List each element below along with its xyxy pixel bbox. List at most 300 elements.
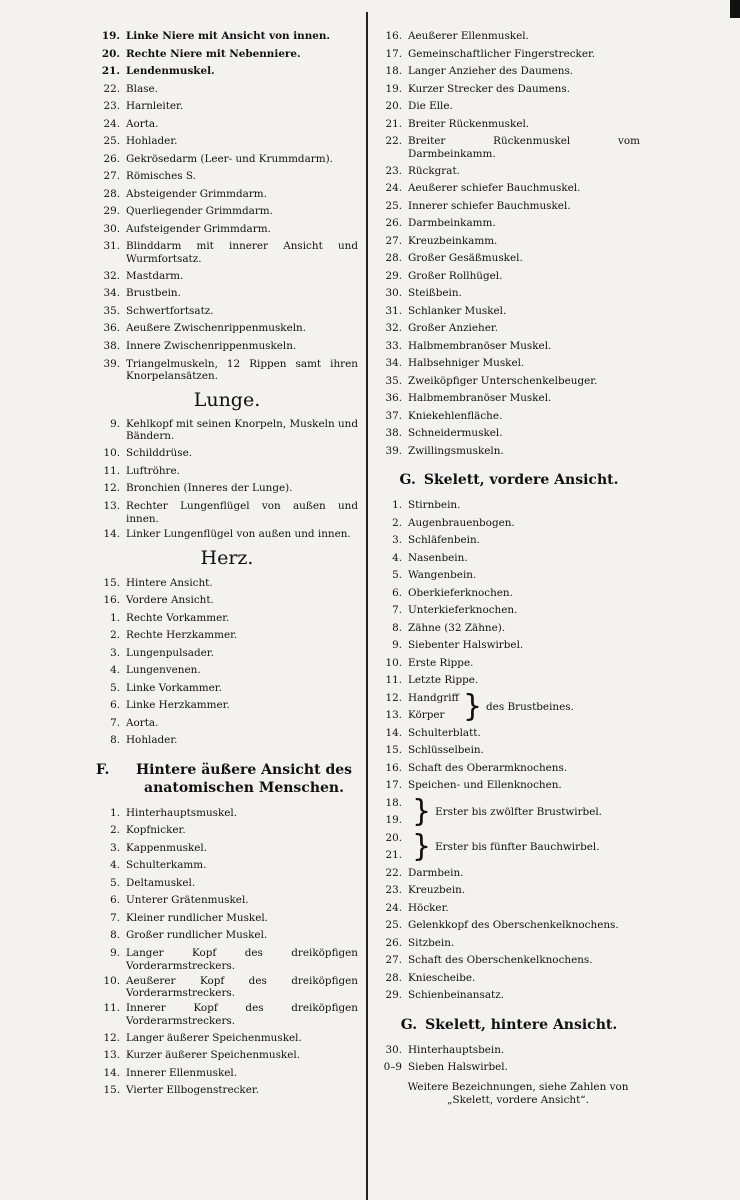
heading-lunge: Lunge. [193,389,261,412]
item-number: 9. [110,417,120,430]
list-item [96,46,358,64]
item-number: 3. [110,646,120,659]
right-column [378,28,640,1107]
list-item [378,116,640,134]
list-item [378,515,640,533]
item-number: 18. [385,65,402,77]
brace-group-bauchwirbel [378,830,640,865]
item-text: Schaft des Oberschenkelknochens. [408,954,593,967]
item-number: 10. [385,656,402,669]
item-text: Aeußerer Ellenmuskel. [408,30,529,42]
list-item [96,81,358,99]
item-text: Zähne (32 Zähne). [408,621,506,634]
item-number: 23. [103,100,120,112]
item-number: 22. [103,82,120,95]
item-text: Großer Anzieher. [408,322,498,335]
list-item [96,358,358,383]
item-number: 10. [103,447,120,460]
item-number: 13. [103,500,120,513]
list-item [96,1030,358,1048]
list-item: 13. Körper [385,709,445,722]
item-text: Hohlader. [126,135,178,147]
scan-edge-mark [730,0,740,18]
item-number: 36. [103,322,120,335]
legend-list-lunge [96,418,358,541]
item-text: Linke Niere mit Ansicht von innen. [126,30,331,42]
brace-label: Erster bis fünfter Bauchwirbel. [435,841,600,854]
list-item: 19. [385,814,402,827]
item-text: Vierter Ellbogenstrecker. [126,1084,260,1097]
list-item [378,567,640,585]
list-item [378,1042,640,1060]
item-text: Querliegender Grimmdarm. [126,205,273,217]
legend-list-top-right [378,28,640,460]
item-text: Stirnbein. [408,499,461,512]
list-item [96,1002,358,1027]
item-number: 27. [385,954,402,967]
legend-list-herz [96,575,358,750]
list-item [96,303,358,321]
item-text: Mastdarm. [126,269,184,282]
item-text: Vordere Ansicht. [126,594,214,607]
list-item [96,98,358,116]
item-text: Aeußerer Kopf des dreiköpfigen Vorderarmstreckers. [126,974,358,1000]
legend-list-g-back [378,1042,640,1077]
item-text: Schaft des Oberarmknochens. [408,761,568,774]
item-number: 38. [385,427,402,440]
item-number: 6. [392,586,402,599]
legend-list-g-front-b [378,725,640,795]
item-number: 35. [103,304,120,317]
item-number: 27. [385,234,402,247]
legend-list-g-front-a [378,497,640,690]
item-text: Halbmembranöser Muskel. [408,339,552,352]
item-number: 37. [385,409,402,422]
item-number: 8. [392,621,402,634]
item-number: 34. [103,287,120,300]
item-text: Sieben Halswirbel. [408,1061,508,1074]
item-text: Linke Vorkammer. [126,681,222,694]
item-text: Schneidermuskel. [408,427,503,440]
list-item [96,627,358,645]
item-number: 1. [110,806,120,819]
item-number: 5. [110,876,120,889]
item-text: Rechter Lungenflügel von außen und innen. [126,500,358,525]
item-number: 4. [392,551,402,564]
item-text: Aufsteigender Grimmdarm. [126,222,271,235]
item-text: Langer äußerer Speichenmuskel. [126,1031,302,1044]
item-number: 25. [103,135,120,147]
item-text: Luftröhre. [126,464,180,477]
item-text: Die Elle. [408,100,453,112]
list-item [378,637,640,655]
list-item [378,408,640,426]
item-number: 12. [103,1031,120,1044]
item-text: Kleiner rundlicher Muskel. [126,911,268,924]
item-text: Großer rundlicher Muskel. [126,929,268,942]
item-text: Speichen- und Ellenknochen. [408,779,562,792]
legend-list-top-left [96,28,358,383]
list-item [378,268,640,286]
item-text: Unterkieferknochen. [408,604,518,617]
list-item [378,742,640,760]
item-text: Großer Gesäßmuskel. [408,252,523,265]
item-text: Unterer Grätenmuskel. [126,894,249,907]
item-text: Absteigender Grimmdarm. [126,187,267,200]
item-number: 10. [103,974,120,987]
section-title-g-back [378,1016,640,1034]
list-item [378,28,640,46]
item-number: 19. [385,82,402,95]
item-number: 17. [385,47,402,60]
list-item [378,63,640,81]
list-item [378,725,640,743]
item-number: 34. [385,357,402,370]
item-text: Darmbein. [408,866,464,879]
list-item [378,81,640,99]
item-number: 39. [385,444,402,457]
list-item [96,575,358,593]
list-item [378,917,640,935]
brace-glyph: } [462,689,483,725]
brace-glyph: } [412,829,432,865]
item-text: Innere Zwischenrippenmuskeln. [126,339,297,352]
list-item [378,135,640,160]
item-text: Höcker. [408,901,449,914]
item-number: 26. [385,217,402,230]
item-text: Aorta. [126,117,159,130]
item-text: Linker Lungenflügel von außen und innen. [126,527,351,540]
item-text: Bronchien (Inneres der Lunge). [126,482,293,495]
item-text: Rechte Herzkammer. [126,629,238,642]
item-number: 29. [103,205,120,217]
brace-glyph: } [412,794,432,830]
list-item [378,1059,640,1077]
list-item [378,390,640,408]
item-text: Kurzer äußerer Speichenmuskel. [126,1049,300,1062]
list-item [378,865,640,883]
list-item [378,320,640,338]
item-number: 26. [385,936,402,949]
list-item [378,497,640,515]
item-number: 12. [103,482,120,495]
list-item [378,373,640,391]
item-number: 20. [101,47,120,60]
item-text: Breiter Rückenmuskel vom Darmbeinkamm. [408,135,640,160]
item-text: Hinterhauptsbein. [408,1043,505,1056]
item-number: 30. [385,287,402,300]
list-item [378,250,640,268]
item-number: 6. [110,699,120,712]
item-number: 24. [385,182,402,195]
list-item [96,1047,358,1065]
list-item [378,672,640,690]
section-text-g-back: Skelett, hintere Ansicht. [425,1016,618,1033]
item-number: 24. [385,901,402,914]
item-number: 9. [110,947,120,960]
list-item [378,180,640,198]
section-letter-g-back: G. [400,1016,418,1033]
list-item [378,532,640,550]
section-title-f [96,761,358,797]
item-number: 16. [385,30,402,42]
item-text: Innerer Kopf des dreiköpfigen Vorderarmstreckers. [126,1002,358,1027]
item-number: 5. [110,681,120,694]
list-item [378,777,640,795]
list-item [96,186,358,204]
item-text: Augenbrauenbogen. [408,516,515,529]
item-text: Schläfenbein. [408,534,480,547]
item-number: 32. [385,322,402,335]
item-text: Schilddrüse. [126,447,193,460]
item-number: 29. [385,269,402,282]
item-number: 7. [392,604,402,617]
item-text: Innerer Ellenmuskel. [126,1066,238,1079]
item-number: 20. [385,100,402,112]
item-number: 27. [103,170,120,182]
list-item [96,715,358,733]
item-number: 6. [110,894,120,907]
item-number: 16. [103,594,120,607]
list-item [96,662,358,680]
list-item [96,1082,358,1100]
list-item [96,285,358,303]
list-item [96,28,358,46]
list-item [96,463,358,481]
item-text: Kopfnicker. [126,824,186,837]
item-text: Halbmembranöser Muskel. [408,392,552,405]
item-number: 15. [103,576,120,589]
section-title-g-front [378,471,640,489]
list-item [378,952,640,970]
item-text: Hinterhauptsmuskel. [126,806,238,819]
item-text: Linke Herzkammer. [126,699,230,712]
item-number: 30. [385,1043,402,1056]
list-item [378,215,640,233]
item-number: 19. [101,30,120,42]
item-number: 17. [385,779,402,792]
item-text: Zwillingsmuskeln. [408,444,504,457]
list-item [96,320,358,338]
item-number: 8. [110,929,120,942]
list-item [96,857,358,875]
item-text: Kniekehlenfläche. [408,409,503,422]
list-item [96,822,358,840]
item-number: 14. [103,527,120,540]
item-number: 2. [392,516,402,529]
list-item [378,550,640,568]
item-text: Aeußere Zwischenrippenmuskeln. [126,322,307,335]
list-item [96,680,358,698]
footnote: Weitere Bezeichnungen, siehe Zahlen von „Skelett, vordere Ansicht“. [407,1080,629,1106]
item-text: Lungenpulsader. [126,646,214,659]
item-text: Kurzer Strecker des Daumens. [408,82,571,95]
legend-list-f [96,805,358,1100]
list-item [96,445,358,463]
item-text: Rechte Niere mit Nebenniere. [126,47,301,60]
list-item [96,805,358,823]
item-text: Erste Rippe. [408,656,474,669]
item-number: 28. [385,252,402,265]
item-text: Letzte Rippe. [408,674,479,687]
item-number: 22. [385,135,402,148]
item-text: Schwertfortsatz. [126,304,214,317]
list-item [378,935,640,953]
column-divider [366,12,368,1200]
item-number: 14. [385,726,402,739]
item-text: Aorta. [126,716,159,729]
brace-group-brustbein [378,690,640,725]
list-item [378,900,640,918]
item-text: Sitzbein. [408,936,455,949]
heading-herz: Herz. [200,546,254,569]
list-item [96,610,358,628]
list-item [378,46,640,64]
item-number: 7. [110,716,120,729]
item-number: 1. [392,499,402,512]
list-item [378,602,640,620]
list-item [378,98,640,116]
section-letter-g-front: G. [399,472,416,489]
item-number: 31. [103,240,120,253]
item-number: 3. [392,534,402,547]
list-item [378,443,640,461]
item-text: Langer Kopf des dreiköpfigen Vorderarmstreckers. [126,947,358,972]
item-number: 33. [385,339,402,352]
item-text: Blase. [126,82,158,95]
item-number: 28. [385,971,402,984]
item-text: Schienbeinansatz. [408,989,504,1002]
list-item [96,480,358,498]
item-text: Lungenvenen. [126,664,201,677]
list-item [378,233,640,251]
left-column [96,28,358,1100]
item-text: Blinddarm mit innerer Ansicht und Wurmfortsatz. [126,240,358,265]
list-item [96,892,358,910]
list-item [378,620,640,638]
list-item [96,927,358,945]
list-item [378,163,640,181]
list-item [96,63,358,81]
item-number: 13. [103,1049,120,1062]
list-item [96,168,358,186]
item-text: Gemeinschaftlicher Fingerstrecker. [408,47,596,60]
item-text: Deltamuskel. [126,876,196,889]
list-item [96,592,358,610]
brace-label: des Brustbeines. [486,701,574,714]
list-item: 12. Handgriff [385,691,459,704]
item-number: 1. [110,611,120,624]
item-number: 7. [110,911,120,924]
list-item [96,203,358,221]
item-text: Triangelmuskeln, 12 Rippen samt ihren Knorpelansätzen. [126,357,358,383]
list-item [96,875,358,893]
brace-group-brustwirbel [378,795,640,830]
item-number: 25. [385,919,402,932]
item-text: Kniescheibe. [408,971,476,984]
item-number: 36. [385,392,402,405]
list-item: 20. [385,831,402,844]
brace-label: Erster bis zwölfter Brustwirbel. [435,806,602,819]
item-text: Schlüsselbein. [408,744,484,757]
list-item [96,133,358,151]
list-item [378,882,640,900]
list-item [96,947,358,972]
item-number: 11. [103,1002,120,1015]
item-number: 15. [103,1084,120,1097]
list-item [96,975,358,1000]
item-text: Nasenbein. [408,551,468,564]
item-text: Lendenmuskel. [126,65,215,77]
item-number: 32. [103,269,120,282]
item-number: 22. [385,866,402,879]
list-item [96,268,358,286]
item-text: Kehlkopf mit seinen Knorpeln, Muskeln und Bändern. [126,417,358,443]
item-number: 9. [392,639,402,652]
item-text: Brustbein. [126,287,181,300]
item-text: Halbsehniger Muskel. [408,357,525,370]
list-item [378,425,640,443]
item-text: Kappenmuskel. [126,841,208,854]
legend-list-g-front-c [378,865,640,1005]
item-number: 4. [110,859,120,872]
item-number: 39. [103,357,120,370]
item-text: Römisches S. [126,170,196,182]
list-item [96,840,358,858]
item-number: 26. [103,152,120,165]
list-item [378,198,640,216]
item-number: 15. [385,744,402,757]
item-text: Aeußerer schiefer Bauchmuskel. [408,182,581,195]
item-number: 28. [103,187,120,200]
list-item [96,732,358,750]
item-text: Rückgrat. [408,164,460,177]
item-number: 4. [110,664,120,677]
item-number: 23. [385,164,402,177]
item-text: Schlanker Muskel. [408,304,507,317]
list-item [96,151,358,169]
list-item [96,528,358,541]
item-text: Schulterblatt. [408,726,481,739]
item-text: Siebenter Halswirbel. [408,639,524,652]
list-item [378,760,640,778]
item-text: Oberkieferknochen. [408,586,513,599]
list-item [378,285,640,303]
item-text: Langer Anzieher des Daumens. [408,65,574,77]
item-text: Rechte Vorkammer. [126,611,230,624]
list-item [378,585,640,603]
list-item [378,338,640,356]
item-text: Großer Rollhügel. [408,269,503,282]
list-item [96,500,358,525]
item-number: 3. [110,841,120,854]
item-number: 25. [385,199,402,212]
item-number: 5. [392,569,402,582]
item-text: Hintere Ansicht. [126,576,213,589]
item-text: Gelenkkopf des Oberschenkelknochens. [408,919,619,932]
list-item [378,970,640,988]
item-number: 35. [385,374,402,387]
item-text: Darmbeinkamm. [408,217,496,230]
item-text: Breiter Rückenmuskel. [408,117,530,130]
list-item [96,910,358,928]
item-number: 31. [385,304,402,317]
list-item [378,303,640,321]
item-number: 16. [385,761,402,774]
list-item [96,418,358,443]
item-number: 0–9 [383,1061,402,1074]
item-text: Schulterkamm. [126,859,207,872]
